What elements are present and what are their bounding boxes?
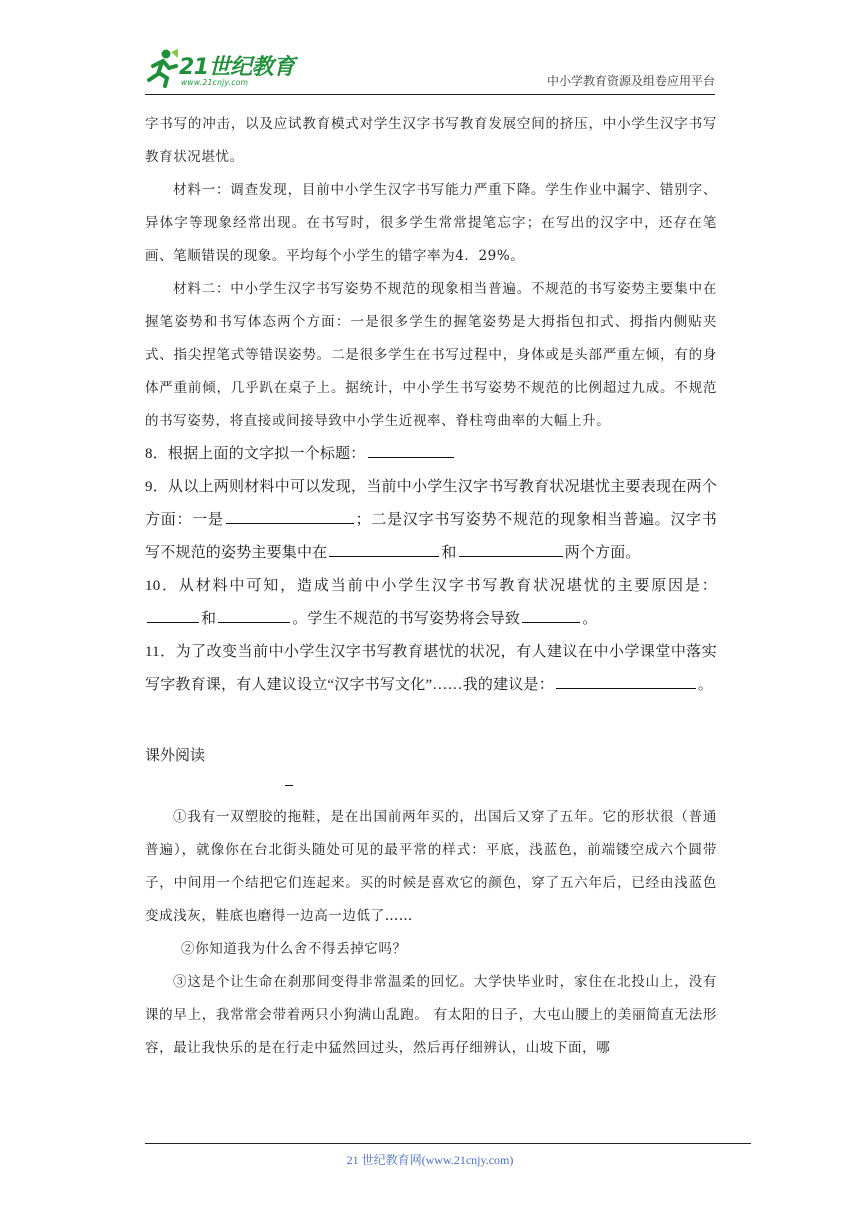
footer-divider bbox=[145, 1143, 751, 1144]
answer-blank[interactable] bbox=[218, 604, 290, 623]
passage-paragraph: 材料一：调查发现，目前中小学生汉字书写能力严重下降。学生作业中漏字、错别字、异体字等现象经常出现。在书写时，很多学生常常提笔忘字；在写出的汉字中，还存在笔画、笔顺错误的现象。平均每个小学生的错字率为4．29%。 bbox=[145, 182, 717, 264]
question-text: 8．根据上面的文字拟一个标题： bbox=[145, 446, 366, 462]
question-text: 。 bbox=[582, 611, 598, 627]
answer-blank[interactable] bbox=[329, 538, 439, 557]
question-text: 和 bbox=[441, 545, 457, 561]
answer-blank[interactable] bbox=[226, 505, 354, 524]
question-8 bbox=[145, 438, 717, 471]
reading-paragraph: ③这是个让生命在刹那间变得非常温柔的回忆。大学快毕业时，家住在北投山上，没有课的早上，我常常会带着两只小狗满山乱跑。 有太阳的日子，大屯山腰上的美丽简直无法形容，最让我快乐的是在行走中猛然回过头，然后再仔细辨认，山坡下面，哪 bbox=[145, 974, 717, 1056]
reading-paragraph: ②你知道我为什么舍不得丢掉它吗？ bbox=[181, 941, 407, 957]
answer-blank[interactable] bbox=[522, 604, 580, 623]
runner-logo-icon bbox=[145, 48, 179, 88]
document-body bbox=[145, 108, 717, 1065]
question-9 bbox=[145, 471, 717, 570]
answer-blank[interactable] bbox=[556, 670, 696, 689]
title-blank[interactable] bbox=[145, 781, 717, 801]
question-text: 11．为了改变当前中小学生汉字书写教育堪忧的状况，有人建议在中小学课堂中落实写字教育课，有人建议设立“汉字书写文化”……我的建议是： bbox=[145, 644, 717, 693]
passage-paragraph: 字书写的冲击，以及应试教育模式对学生汉字书写教育发展空间的挤压，中小学生汉字书写教育状况堪忧。 bbox=[145, 116, 717, 165]
section-title: 课外阅读 bbox=[145, 748, 206, 764]
logo-text: 21世纪教育 bbox=[179, 55, 295, 80]
question-10 bbox=[145, 570, 717, 636]
question-text: ；二是汉字书写姿势不规范的现象相当普遍。汉字书写不规范的姿势主要集中在 bbox=[145, 512, 717, 561]
answer-blank[interactable] bbox=[147, 604, 199, 623]
header-divider bbox=[145, 94, 715, 95]
question-text: 。 bbox=[697, 677, 714, 693]
page-header bbox=[145, 44, 715, 96]
passage-paragraph: 材料二：中小学生汉字书写姿势不规范的现象相当普遍。不规范的书写姿势主要集中在握笔姿势和书写体态两个方面：一是很多学生的握笔姿势是大拇指包扣式、拇指内侧贴夹式、指尖捏笔式等错误姿势。二是很多学生在书写过程中，身体或是头部严重左倾，有的身体严重前倾，几乎趴在桌子上。据统计，中小学生书写姿势不规范的比例超过九成。不规范的书写姿势，将直接或间接导致中小学生近视率、脊柱弯曲率的大幅上升。 bbox=[145, 281, 717, 429]
question-text: 10．从材料中可知，造成当前中小学生汉字书写教育状况堪忧的主要原因是： bbox=[145, 578, 717, 594]
answer-blank[interactable] bbox=[368, 439, 454, 458]
logo-url: www.21cnjy.com bbox=[181, 78, 249, 87]
question-text: 。学生不规范的书写姿势将会导致 bbox=[292, 611, 521, 627]
site-logo[interactable] bbox=[145, 48, 305, 92]
question-text: 9．从以上两则材料中可以发现，当前中小学生汉字书写教育状况堪忧主要表现在两个方面：一是 bbox=[145, 479, 717, 528]
header-platform-text: 中小学教育资源及组卷应用平台 bbox=[546, 74, 715, 88]
reading-paragraph: ①我有一双塑胶的拖鞋，是在出国前两年买的，出国后又穿了五年。它的形状很（普通 普遍），就像你在台北街头随处可见的最平常的样式：平底，浅蓝色，前端镂空成六个圆带子，中间用一个结把它们连起来。买的时候是喜欢它的颜色，穿了五六年后，已经由浅蓝色变成浅灰，鞋底也磨得一边高一边低了…… bbox=[145, 809, 717, 924]
question-text: 两个方面。 bbox=[564, 545, 641, 561]
question-11 bbox=[145, 636, 717, 702]
answer-blank[interactable] bbox=[459, 538, 563, 557]
question-text: 和 bbox=[201, 611, 217, 627]
page-footer[interactable]: 21 世纪教育网(www.21cnjy.com) bbox=[346, 1153, 514, 1167]
